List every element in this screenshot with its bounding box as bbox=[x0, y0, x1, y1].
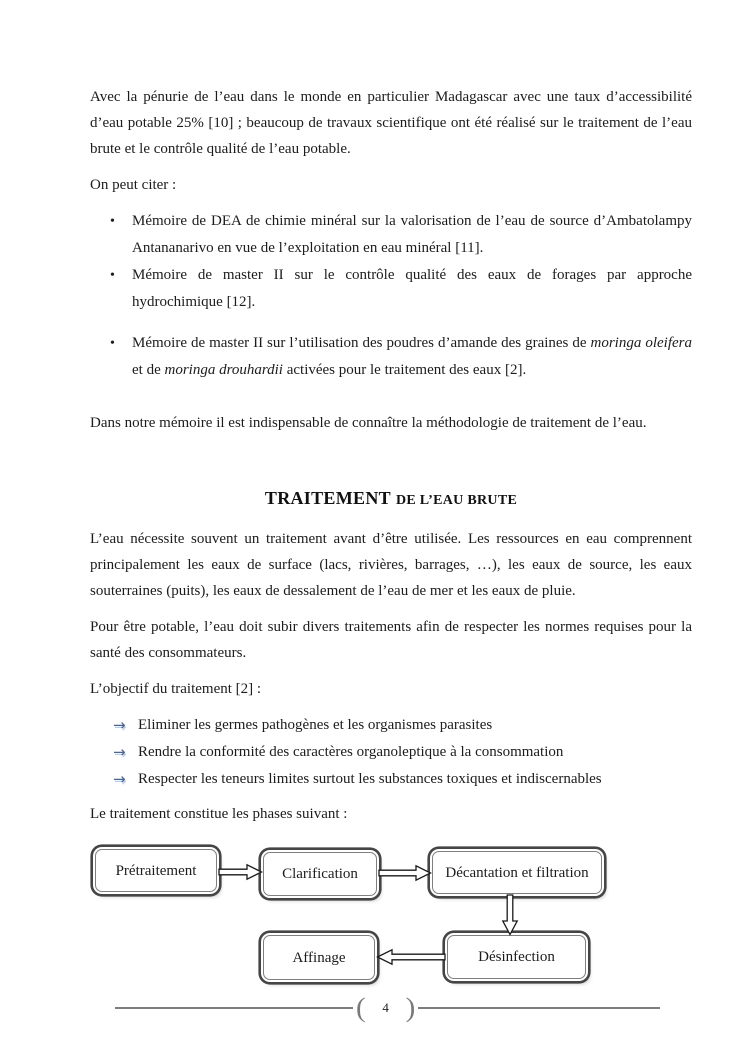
phases-intro: Le traitement constitue les phases suivant : bbox=[90, 806, 348, 822]
objective-text: Rendre la conformité des caractères organoleptique à la consommation bbox=[138, 744, 564, 760]
objective-intro: L’objectif du traitement [2] : bbox=[90, 681, 262, 697]
resources-paragraph: L’eau nécessite souvent un traitement avant d’être utilisée. Les ressources en eau comprennent principalement les eaux de surface (lacs, rivières, barrages, …), les eaux de source, les eaux souterraines (puits), les eaux de dessalement de l’eau de mer et les eaux de pluie. bbox=[90, 531, 692, 599]
left-bracket-icon: ( bbox=[356, 992, 366, 1024]
section-heading bbox=[90, 482, 692, 514]
flow-box-desinfection: Désinfection bbox=[447, 935, 586, 979]
flow-box-pretraitement: Prétraitement bbox=[95, 849, 217, 892]
footer-rule-right bbox=[418, 1007, 660, 1009]
flow-box-decantation: Décantation et filtration bbox=[432, 851, 602, 894]
heading-main: TRAITEMENT bbox=[264, 488, 391, 508]
footer-rule-left bbox=[115, 1007, 353, 1009]
bullet-icon: • bbox=[110, 214, 115, 229]
right-bracket-icon: ) bbox=[405, 992, 416, 1024]
objective-list bbox=[90, 712, 692, 793]
list-item bbox=[90, 766, 692, 793]
treatment-flowchart bbox=[90, 844, 692, 994]
methodology-paragraph: Dans notre mémoire il est indispensable de connaître la méthodologie de traitement de l’eau. bbox=[90, 415, 647, 431]
page-footer bbox=[115, 994, 660, 1022]
list-item bbox=[90, 330, 692, 384]
species-name: moringa oleifera bbox=[590, 335, 692, 351]
flow-arrow-left-icon bbox=[376, 948, 446, 966]
arrow-bullet-icon: → bbox=[113, 743, 126, 761]
objective-text: Eliminer les germes pathogènes et les organismes parasites bbox=[138, 717, 493, 733]
flow-box-affinage: Affinage bbox=[263, 935, 375, 980]
bullet-icon: • bbox=[110, 336, 115, 351]
bullet-icon: • bbox=[110, 268, 115, 283]
list-item bbox=[90, 208, 692, 262]
citation-list bbox=[90, 208, 692, 384]
arrow-bullet-icon: → bbox=[113, 770, 126, 788]
potable-paragraph: Pour être potable, l’eau doit subir divers traitements afin de respecter les normes requises pour la santé des consommateurs. bbox=[90, 619, 692, 661]
intro-paragraph: Avec la pénurie de l’eau dans le monde en particulier Madagascar avec une taux d’accessibilité d’eau potable 25% [10] ; beaucoup de travaux scientifique ont été réalisé sur le traitement de l’eau brute et le contrôle qualité de l’eau potable. bbox=[90, 89, 692, 157]
list-item bbox=[90, 739, 692, 766]
citation-text: Mémoire de DEA de chimie minéral sur la valorisation de l’eau de source d’Ambatolampy Antananarivo en vue de l’exploitation en eau minéral [11]. bbox=[132, 213, 692, 256]
arrow-bullet-icon: → bbox=[113, 716, 126, 734]
page-number: 4 bbox=[382, 1000, 389, 1015]
cite-intro: On peut citer : bbox=[90, 177, 177, 193]
heading-sub: DE L’EAU BRUTE bbox=[395, 493, 518, 508]
list-item bbox=[90, 712, 692, 739]
flow-arrow-right-icon bbox=[378, 864, 432, 882]
objective-text: Respecter les teneurs limites surtout les substances toxiques et indiscernables bbox=[138, 771, 602, 787]
flow-box-clarification: Clarification bbox=[263, 852, 377, 896]
citation-text: Mémoire de master II sur le contrôle qualité des eaux de forages par approche hydrochimique [12]. bbox=[132, 267, 692, 310]
species-name: moringa drouhardii bbox=[164, 362, 283, 378]
flow-arrow-right-icon bbox=[218, 863, 263, 881]
flow-arrow-down-icon bbox=[501, 894, 519, 936]
list-item bbox=[90, 262, 692, 316]
citation-text: Mémoire de master II sur l’utilisation des poudres d’amande des graines de moringa oleifera et de moringa drouhardii activées pour le traitement des eaux [2]. bbox=[132, 335, 692, 378]
